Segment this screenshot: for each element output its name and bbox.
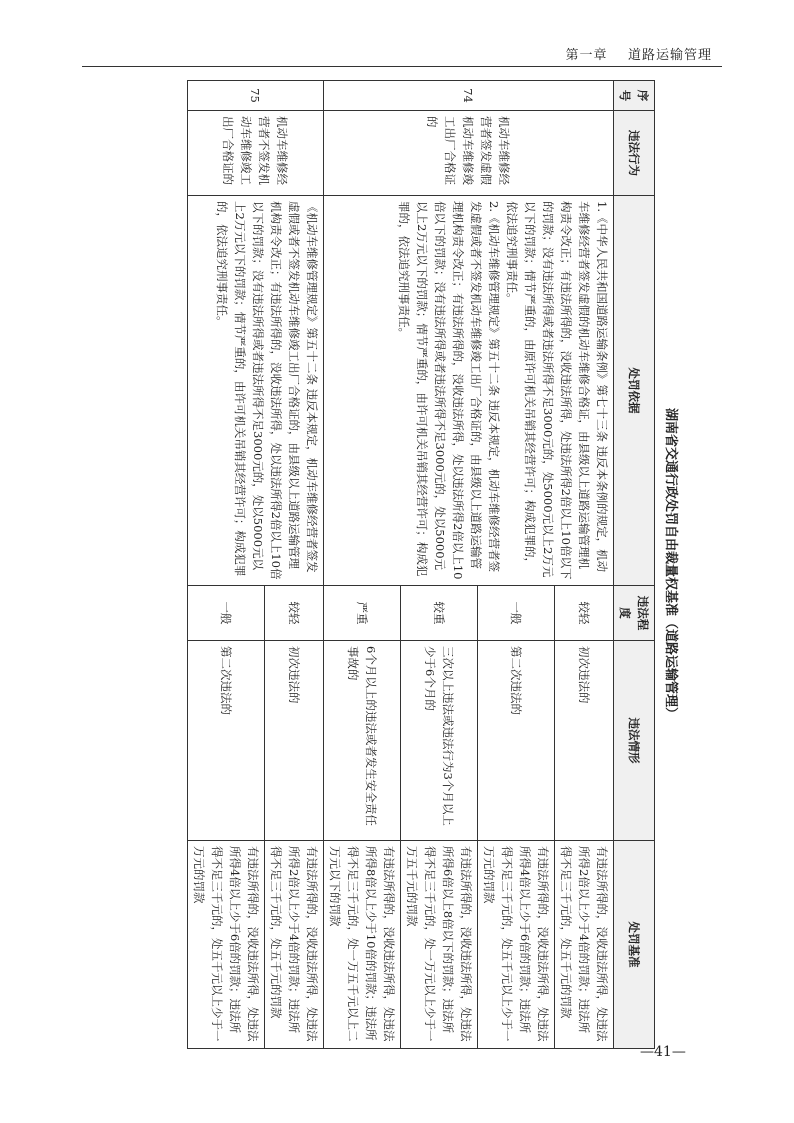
col-header-situation: 违法情形 xyxy=(614,641,655,841)
penalty-standard-table xyxy=(187,80,655,1049)
col-header-no: 序号 xyxy=(614,81,655,111)
running-header xyxy=(565,44,712,63)
violation-degree: 一般 xyxy=(188,586,265,641)
violation-act: 机动车维修经营者不签发机动车维修竣工出厂合格证的 xyxy=(188,111,324,196)
penalty-standard: 有违法所得的，没收违法所得，处违法所得8倍以上少于10倍的罚款；违法所得不足三千元的，处一万五千元以上二万元以下的罚款 xyxy=(324,841,401,1049)
penalty-standard: 有违法所得的，没收违法所得，处违法所得6倍以上8倍以下的罚款；违法所得不足三千元的，处一万元以上少于一万五千元的罚款 xyxy=(401,841,478,1049)
basis-clause: 2.《机动车维修管理规定》第五十二条 违反本规定，机动车维修经营者签发虚假或者不签发机动车维修竣工出厂合格证的，由县级以上道路运输管理机构责令改正；有违法所得的，没收违法所得，处以违法所得2倍以上10倍以下的罚款；没有违法所得或者违法所得不足3000元的，处以5000元以上2万元以下的罚款；情节严重的，由许可机关吊销其经营许可；构成犯罪的，依法追究刑事责任。 xyxy=(397,201,501,580)
violation-situation: 第二次违法的 xyxy=(188,641,265,841)
header-rule xyxy=(82,66,722,67)
table-caption: 湖南省交通行政处罚自由裁量权基准（道路运输管理） xyxy=(663,407,678,720)
table-row xyxy=(265,81,324,1049)
col-header-act: 违法行为 xyxy=(614,111,655,196)
table-row xyxy=(555,81,614,1049)
row-number: 74 xyxy=(324,81,614,111)
violation-degree: 较轻 xyxy=(555,586,614,641)
penalty-basis xyxy=(188,196,324,586)
violation-degree: 一般 xyxy=(478,586,555,641)
violation-situation: 初次违法的 xyxy=(555,641,614,841)
chapter-title: 道路运输管理 xyxy=(627,48,712,63)
rotated-table-block xyxy=(119,80,685,1048)
violation-degree: 严重 xyxy=(324,586,401,641)
violation-situation: 第二次违法的 xyxy=(478,641,555,841)
page-number: —41— xyxy=(640,1044,686,1060)
violation-degree: 较轻 xyxy=(265,586,324,641)
violation-situation: 6个月以上的违法或者发生安全责任事故的 xyxy=(324,641,401,841)
violation-degree: 较重 xyxy=(401,586,478,641)
violation-act: 机动车维修经营者签发虚假机动车维修竣工出厂合格证的 xyxy=(324,111,614,196)
penalty-standard: 有违法所得的，没收违法所得，处违法所得4倍以上少于6倍的罚款；违法所得不足三千元的，处五千元以上少于一万元的罚款 xyxy=(188,841,265,1049)
penalty-basis xyxy=(324,196,614,586)
penalty-standard: 有违法所得的，没收违法所得，处违法所得2倍以上少于4倍的罚款；违法所得不足三千元的，处五千元的罚款 xyxy=(265,841,324,1049)
penalty-standard: 有违法所得的，没收违法所得，处违法所得2倍以上少于4倍的罚款；违法所得不足三千元的，处五千元的罚款 xyxy=(555,841,614,1049)
basis-clause: 《机动车维修管理规定》第五十二条 违反本规定，机动车维修经营者签发虚假或者不签发机动车维修竣工出厂合格证的，由县级以上道路运输管理机构责令改正；有违法所得的，没收违法所得，处以违法所得2倍以上10倍以下的罚款；没有违法所得或者违法所得不足3000元的，处以5000元以上2万元以下的罚款；情节严重的，由许可机关吊销其经营许可；构成犯罪的，依法追究刑事责任。 xyxy=(215,201,319,580)
col-header-degree: 违法程度 xyxy=(614,586,655,641)
row-number: 75 xyxy=(188,81,324,111)
violation-situation: 初次违法的 xyxy=(265,641,324,841)
col-header-basis: 处罚依据 xyxy=(614,196,655,586)
penalty-standard: 有违法所得的，没收违法所得，处违法所得4倍以上少于6倍的罚款；违法所得不足三千元的，处五千元以上少于一万元的罚款 xyxy=(478,841,555,1049)
basis-clause: 1.《中华人民共和国道路运输条例》第七十三条 违反本条例的规定，机动车维修经营者签发虚假的机动车维修合格证，由县级以上道路运输管理机构责令改正；有违法所得的，没收违法所得，处违法所得2倍以上10倍以下的罚款；没有违法所得或者违法所得不足3000元的，处5000元以上2万元以下的罚款；情节严重的，由原许可机关吊销其经营许可；构成犯罪的，依法追究刑事责任。 xyxy=(505,201,609,580)
col-header-standard: 处罚基准 xyxy=(614,841,655,1049)
violation-situation: 三次以上违法或违法行为3个月以上少于6个月的 xyxy=(401,641,478,841)
table-header-row xyxy=(614,81,655,1049)
chapter-label: 第一章 xyxy=(565,48,608,63)
